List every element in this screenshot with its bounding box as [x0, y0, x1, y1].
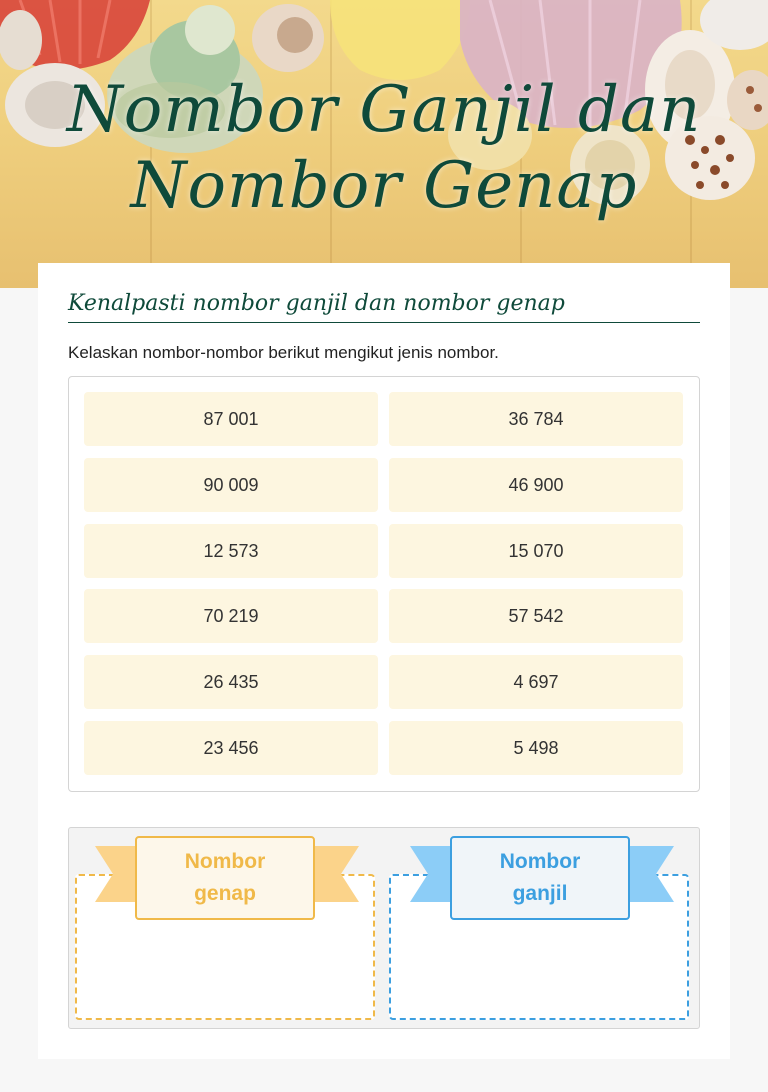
header-banner [0, 0, 768, 288]
activity-card [38, 263, 730, 1059]
classification-area [68, 827, 700, 1029]
title-line-2: Nombor Genap [130, 149, 638, 223]
activity-instruction: Kelaskan nombor-nombor berikut mengikut jenis nombor. [68, 343, 499, 362]
number-tile[interactable]: 12 573 [84, 524, 378, 578]
number-tiles-container [68, 376, 700, 792]
category-label-even [135, 836, 315, 920]
category-label-odd [450, 836, 630, 920]
number-tile[interactable]: 70 219 [84, 589, 378, 643]
number-tile[interactable]: 4 697 [389, 655, 683, 709]
page-title [0, 72, 768, 224]
number-tile[interactable]: 15 070 [389, 524, 683, 578]
number-tile[interactable]: 90 009 [84, 458, 378, 512]
title-line-1: Nombor Ganjil dan [66, 73, 702, 147]
category-label-odd-line2: ganjil [512, 882, 568, 905]
number-tile[interactable]: 57 542 [389, 589, 683, 643]
number-tile[interactable]: 23 456 [84, 721, 378, 775]
number-tile[interactable]: 5 498 [389, 721, 683, 775]
category-label-even-line2: genap [194, 882, 256, 905]
number-tile[interactable]: 36 784 [389, 392, 683, 446]
number-tile[interactable]: 46 900 [389, 458, 683, 512]
number-tile[interactable]: 26 435 [84, 655, 378, 709]
category-label-even-line1: Nombor [184, 850, 266, 873]
activity-subtitle: Kenalpasti nombor ganjil dan nombor genap [68, 291, 700, 323]
category-label-odd-line1: Nombor [499, 850, 581, 873]
number-tile[interactable]: 87 001 [84, 392, 378, 446]
